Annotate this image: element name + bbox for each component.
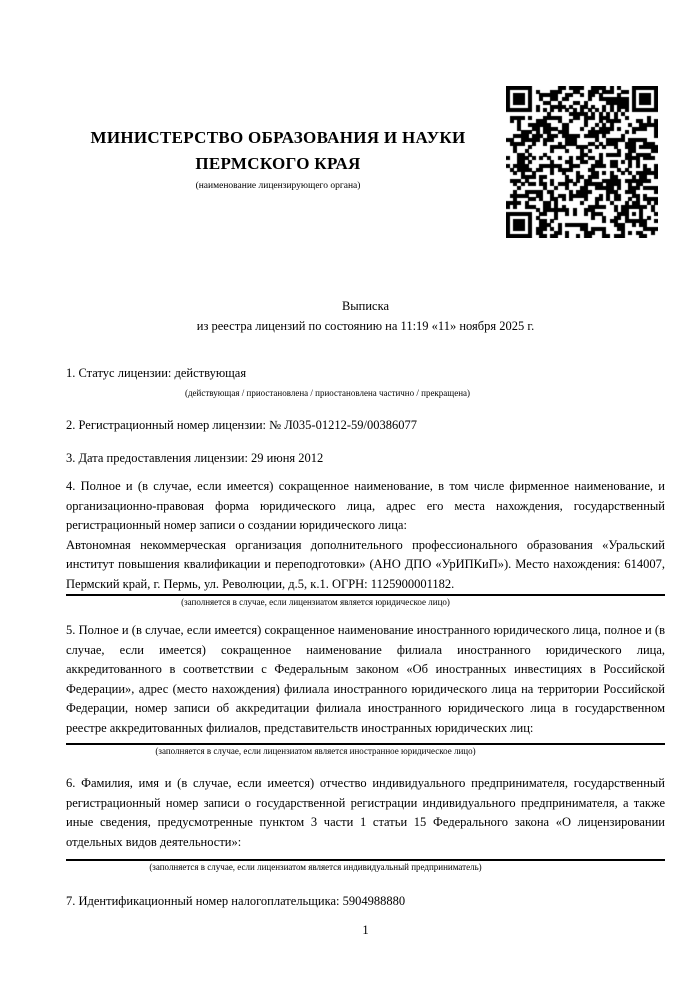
ministry-name-line2: ПЕРМСКОГО КРАЯ xyxy=(195,154,361,173)
field-foreign-entity xyxy=(66,621,665,758)
field-legal-entity-caption: (заполняется в случае, если лицензиатом является юридическое лицо) xyxy=(181,597,450,607)
field-individual-entrepreneur-prompt: 6. Фамилия, имя и (в случае, если имеется) отчество индивидуального предпринимателя, государственный регистрационный номер записи о государственной регистрации индивидуального предпринимателя, а также иные сведения, предусмотренные пунктом 3 части 1 статьи 15 Федерального закона «О лицензировании отдельных видов деятельности»: xyxy=(66,776,665,849)
field-legal-entity xyxy=(66,477,665,609)
empty-answer-space xyxy=(66,852,665,859)
document-title-line2: из реестра лицензий по состоянию на 11:19 «11» ноября 2025 г. xyxy=(196,318,535,333)
field-license-status-caption: (действующая / приостановлена / приостановлена частично / прекращена) xyxy=(184,388,471,398)
page-number: 1 xyxy=(362,923,369,937)
field-registration-number: 2. Регистрационный номер лицензии: № Л035-01212-59/00386077 xyxy=(66,418,417,432)
field-individual-entrepreneur xyxy=(66,774,665,874)
field-grant-date: 3. Дата предоставления лицензии: 29 июня 2012 xyxy=(66,451,324,465)
document-title xyxy=(66,297,665,336)
field-taxpayer-id: 7. Идентификационный номер налогоплательщика: 5904988880 xyxy=(66,894,406,908)
document-title-line1: Выписка xyxy=(341,299,390,313)
licensing-authority-header xyxy=(66,125,490,192)
field-individual-entrepreneur-caption: (заполняется в случае, если лицензиатом является индивидуальный предприниматель) xyxy=(149,862,482,872)
field-legal-entity-value: Автономная некоммерческая организация дополнительного профессионального образования «Уральский институт повышения квалификации и переподготовки» (АНО ДПО «УрИПКиП»). Место нахождения: 614007, Пермский край, г. Пермь, ул. Революции, д.5, к.1. ОГРН: 1125900001182. xyxy=(66,537,665,591)
licensing-authority-caption: (наименование лицензирующего органа) xyxy=(195,181,361,191)
qr-code-icon xyxy=(506,86,658,238)
field-legal-entity-prompt: 4. Полное и (в случае, если имеется) сокращенное наименование, в том числе фирменное наименование, и организационно-правовая форма юридического лица, адрес его места нахождения, государственный регистрационный номер записи о создании юридического лица: xyxy=(66,479,665,532)
ministry-name-line1: МИНИСТЕРСТВО ОБРАЗОВАНИЯ И НАУКИ xyxy=(90,128,466,147)
field-license-status: 1. Статус лицензии: действующая xyxy=(66,366,247,380)
field-foreign-entity-prompt: 5. Полное и (в случае, если имеется) сокращенное наименование иностранного юридического лица, полное и (в случае, если имеется) сокращенное наименование филиала иностранного юридического лица, аккредитованного в соответствии с Федеральным законом «Об иностранных инвестициях в Российской Федерации», адрес (место нахождения) филиала иностранного юридического лица на территории Российской Федерации, номер записи об аккредитации филиала иностранного юридического лица в государственном реестре аккредитованных филиалов, представительств иностранных юридических лиц: xyxy=(66,623,665,735)
field-foreign-entity-caption: (заполняется в случае, если лицензиатом является иностранное юридическое лицо) xyxy=(155,746,476,756)
